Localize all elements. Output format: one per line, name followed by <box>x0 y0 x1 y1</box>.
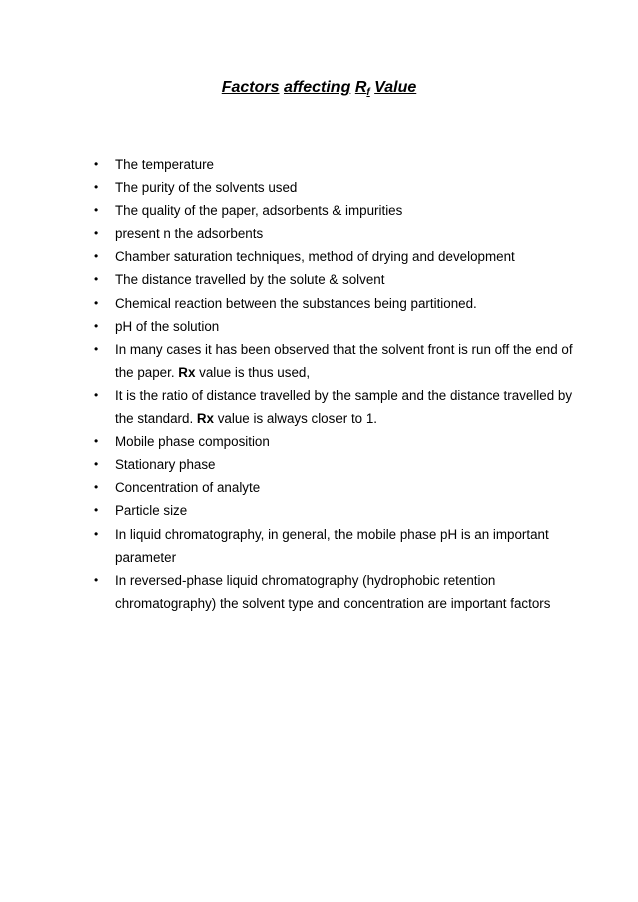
list-item <box>0 315 638 338</box>
list-item <box>0 245 638 268</box>
title-word-affecting: affecting <box>283 79 351 96</box>
list-item-text: The quality of the paper, adsorbents & impurities <box>115 203 403 219</box>
bullet-icon: • <box>94 295 99 310</box>
list-item-line-2: parameter <box>115 549 177 565</box>
list-item <box>0 453 638 476</box>
list-item-line-2-start: the standard. <box>115 411 197 427</box>
bullet-icon: • <box>94 387 99 402</box>
list-item-text: Stationary phase <box>115 457 216 473</box>
list-item <box>0 338 638 384</box>
bullet-icon: • <box>94 526 99 541</box>
bullet-icon: • <box>94 572 99 587</box>
title-symbol-r: R <box>354 79 367 96</box>
list-item-line-2-end: value is thus used, <box>195 364 311 380</box>
list-item <box>0 523 638 569</box>
list-item <box>0 384 638 430</box>
list-item-line-1: It is the ratio of distance travelled by the sample and the distance travelled by <box>115 387 573 403</box>
bullet-icon: • <box>94 457 99 472</box>
bullet-icon: • <box>94 480 99 495</box>
bullet-icon: • <box>94 157 99 171</box>
bullet-icon: • <box>94 503 99 518</box>
list-item <box>0 476 638 499</box>
list-item <box>0 430 638 453</box>
list-item <box>0 153 638 176</box>
list-item <box>0 199 638 222</box>
list-item-line-1: In reversed-phase liquid chromatography (hydrophobic retention <box>115 572 496 588</box>
bullet-icon: • <box>94 434 99 449</box>
list-item <box>0 569 638 615</box>
list-item-line-2-end: value is always closer to 1. <box>214 411 378 427</box>
bullet-icon: • <box>94 226 99 241</box>
list-item <box>0 292 638 315</box>
list-item-text: Chemical reaction between the substances being partitioned. <box>115 295 477 311</box>
list-item-text: The distance travelled by the solute & solvent <box>115 272 385 288</box>
title-word-value: Value <box>374 79 417 96</box>
list-item-text: The temperature <box>115 157 214 172</box>
bullet-icon: • <box>94 272 99 287</box>
list-item-text: present n the adsorbents <box>115 226 264 242</box>
list-item-line-1: In liquid chromatography, in general, the mobile phase pH is an important <box>115 526 549 542</box>
list-item-text: Concentration of analyte <box>115 480 261 496</box>
title-word-factors: Factors <box>221 79 280 96</box>
bullet-icon: • <box>94 203 99 218</box>
page-title <box>0 76 638 105</box>
list-item-line-1: In many cases it has been observed that the solvent front is run off the end of <box>115 341 573 357</box>
bullet-icon: • <box>94 318 99 333</box>
rx-term: Rx <box>178 364 196 380</box>
list-item <box>0 176 638 199</box>
list-item <box>0 268 638 291</box>
list-item-line-2: chromatography) the solvent type and concentration are important factors <box>115 595 551 611</box>
list-item-text: Chamber saturation techniques, method of drying and development <box>115 249 515 265</box>
list-item <box>0 499 638 522</box>
list-item <box>0 222 638 245</box>
title-subscript-f: f <box>366 87 370 98</box>
list-item-text: pH of the solution <box>115 318 220 334</box>
bullet-icon: • <box>94 180 99 195</box>
bullet-icon: • <box>94 249 99 264</box>
list-item-text: Particle size <box>115 503 188 519</box>
list-item-line-2-start: the paper. <box>115 364 179 380</box>
factors-list <box>0 153 638 615</box>
list-item-text: Mobile phase composition <box>115 434 270 450</box>
bullet-icon: • <box>94 341 99 356</box>
rx-term: Rx <box>196 411 215 427</box>
list-item-text: The purity of the solvents used <box>115 180 298 196</box>
